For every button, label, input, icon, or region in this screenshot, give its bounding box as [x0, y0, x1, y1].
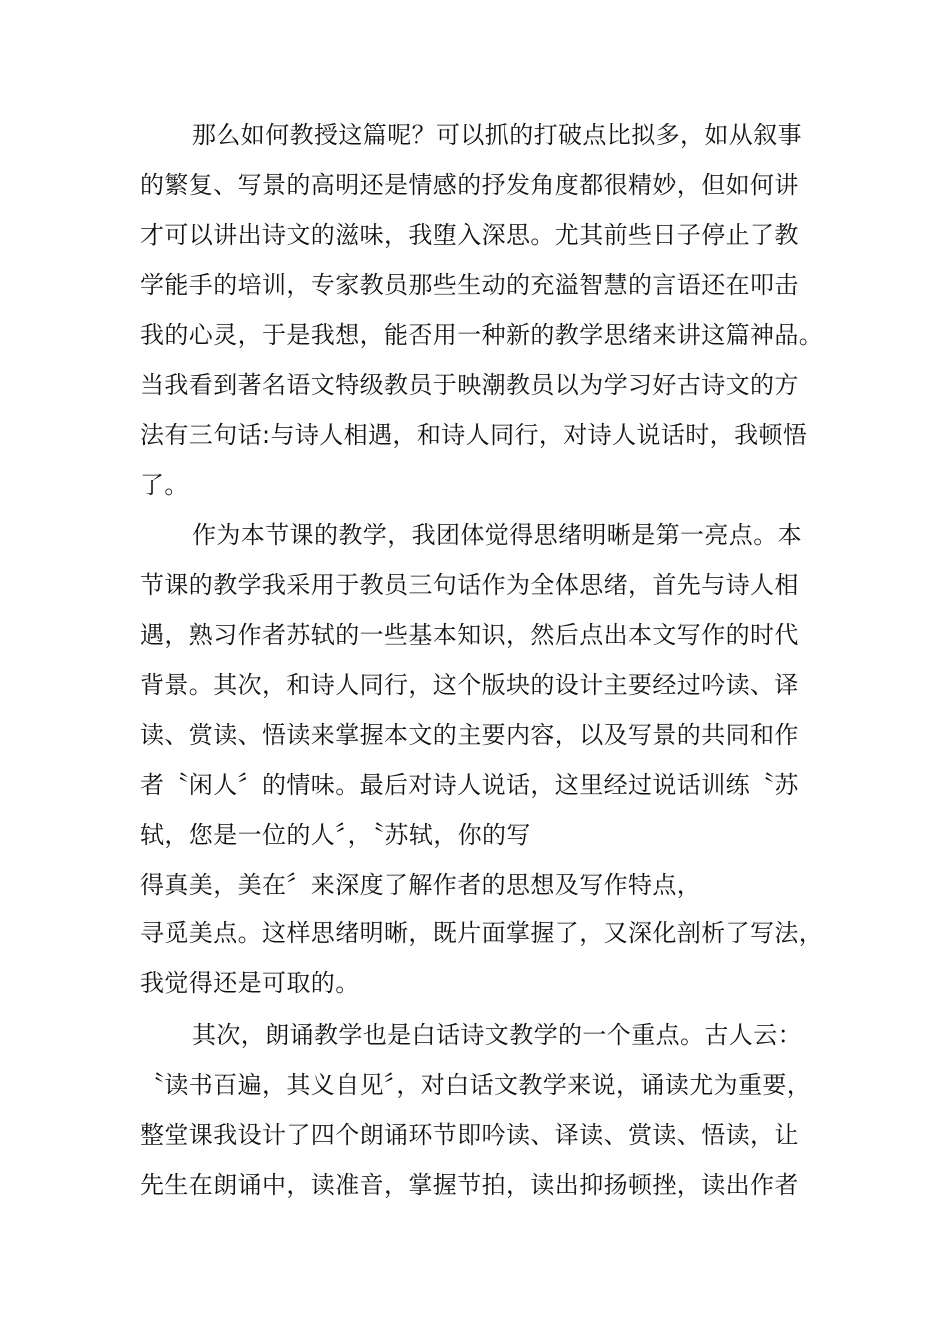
paragraph-1-line-4: 学能手的培训，专家教员那些生动的充溢智慧的言语还在叩击 [140, 271, 799, 299]
paragraph-1-line-1: 那么如何教授这篇呢？可以抓的打破点比拟多，如从叙事 [192, 121, 802, 149]
paragraph-2-line-1: 作为本节课的教学，我团体觉得思绪明晰是第一亮点。本 [192, 521, 802, 549]
paragraph-2-line-4: 背景。其次，和诗人同行，这个版块的设计主要经过吟读、译 [140, 671, 799, 699]
paragraph-1-line-6: 当我看到著名语文特级教员于映潮教员以为学习好古诗文的方 [140, 371, 799, 399]
paragraph-2-line-10: 我觉得还是可取的。 [140, 969, 360, 997]
paragraph-1-line-7: 法有三句话:与诗人相遇，和诗人同行，对诗人说话时，我顿悟 [140, 421, 808, 449]
paragraph-2-line-6: 者〝闲人〞的情味。最后对诗人说话，这里经过说话训练〝苏 [140, 771, 799, 799]
paragraph-3-line-2: 〝读书百遍，其义自见〞，对白话文教学来说，诵读尤为重要， [140, 1071, 812, 1099]
paragraph-1-line-3: 才可以讲出诗文的滋味，我堕入深思。尤其前些日子停止了教 [140, 221, 799, 249]
paragraph-2-line-9: 寻觅美点。这样思绪明晰，既片面掌握了，又深化剖析了写法， [140, 919, 824, 947]
paragraph-1-line-2: 的繁复、写景的高明还是情感的抒发角度都很精妙，但如何讲 [140, 171, 799, 199]
paragraph-1-line-5: 我的心灵，于是我想，能否用一种新的教学思绪来讲这篇神品。 [140, 321, 824, 349]
paragraph-3-line-3: 整堂课我设计了四个朗诵环节即吟读、译读、赏读、悟读，让 [140, 1121, 799, 1149]
paragraph-2-line-8: 得真美，美在〞来深度了解作者的思想及写作特点， [140, 871, 702, 899]
paragraph-1-line-8: 了。 [140, 471, 189, 499]
paragraph-2-line-7: 轼，您是一位的人〞，〝苏轼，你的写 [140, 821, 531, 849]
paragraph-3-line-1: 其次，朗诵教学也是白话诗文教学的一个重点。古人云： [192, 1021, 802, 1049]
paragraph-2-line-5: 读、赏读、悟读来掌握本文的主要内容，以及写景的共同和作 [140, 721, 799, 749]
paragraph-3-line-4: 先生在朗诵中，读准音，掌握节拍，读出抑扬顿挫，读出作者 [140, 1171, 799, 1199]
paragraph-2-line-3: 遇，熟习作者苏轼的一些基本知识，然后点出本文写作的时代 [140, 621, 799, 649]
paragraph-2-line-2: 节课的教学我采用于教员三句话作为全体思绪，首先与诗人相 [140, 571, 799, 599]
